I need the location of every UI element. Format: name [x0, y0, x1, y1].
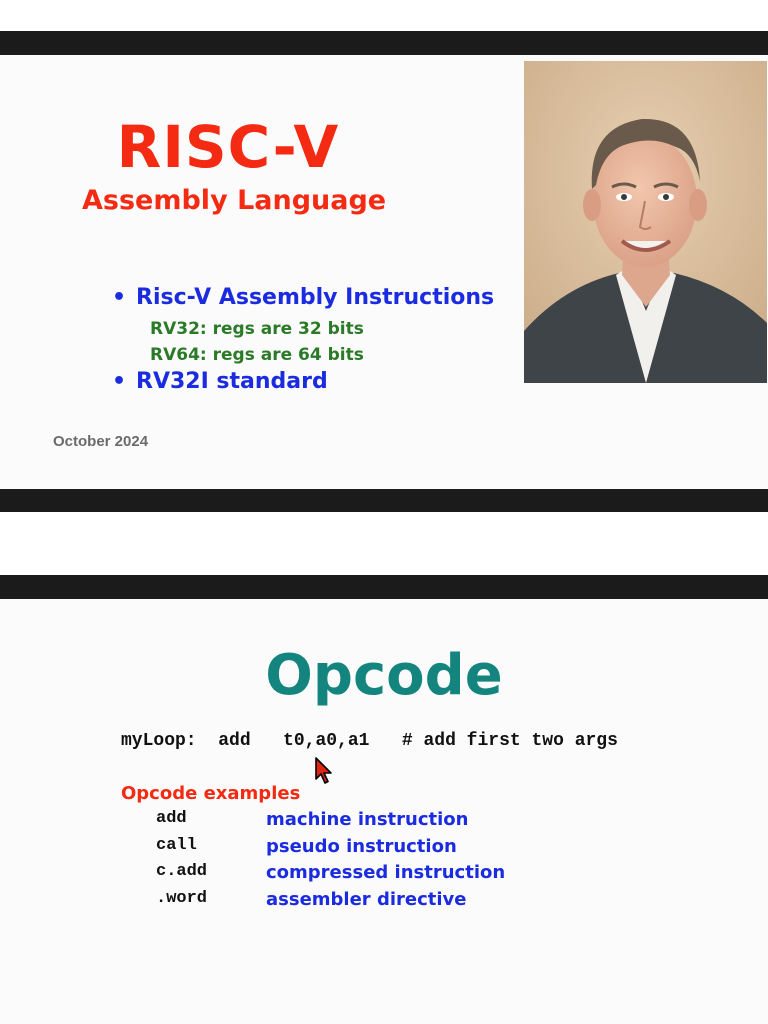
example-description: pseudo instruction [266, 836, 457, 857]
bullet-dot-icon: • [112, 369, 127, 394]
slide-title: RISC-V [116, 113, 340, 181]
bullet-dot-icon: • [112, 285, 127, 310]
example-opcode: call [156, 836, 197, 855]
code-comment: # add first two args [401, 731, 618, 751]
example-description: machine instruction [266, 809, 469, 830]
slide1-bottom-bar [0, 489, 768, 512]
sub-bullet: RV32: regs are 32 bits [150, 319, 364, 339]
code-operands: t0,a0,a1 [283, 731, 370, 751]
slide-subtitle: Assembly Language [82, 185, 387, 216]
slide-title: Opcode [265, 643, 503, 708]
example-opcode: add [156, 809, 187, 828]
slide-date: October 2024 [53, 433, 149, 450]
code-opcode: add [218, 731, 251, 751]
bullet-text: Risc-V Assembly Instructions [136, 285, 495, 310]
slide2-top-bar [0, 575, 768, 599]
example-opcode: c.add [156, 862, 208, 881]
bullet-text: RV32I standard [136, 369, 328, 394]
examples-heading: Opcode examples [121, 783, 301, 804]
bullet-item [112, 285, 494, 310]
top-bar [0, 31, 768, 55]
presenter-portrait-icon [524, 61, 767, 383]
code-label: myLoop: [121, 731, 197, 751]
example-description: assembler directive [266, 889, 467, 910]
presenter-photo [524, 61, 767, 383]
bullet-item [112, 369, 328, 394]
title-slide [0, 55, 768, 489]
code-example [121, 731, 618, 751]
example-description: compressed instruction [266, 862, 506, 883]
mouse-pointer-icon [314, 757, 334, 789]
example-opcode: .word [156, 889, 208, 908]
sub-bullet: RV64: regs are 64 bits [150, 345, 364, 365]
opcode-slide [0, 599, 768, 1024]
